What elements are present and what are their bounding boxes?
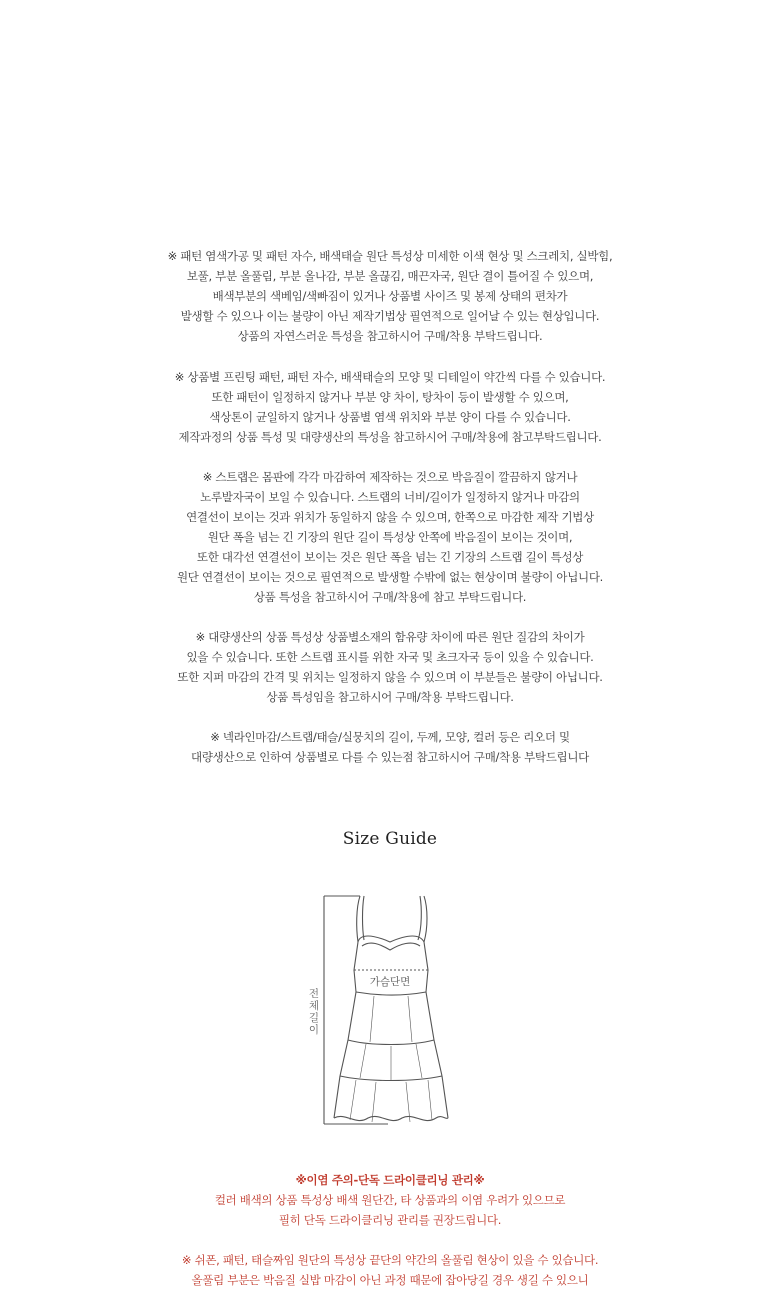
dress-illustration (300, 880, 460, 1140)
notice-line: 상품 특성을 참고하시어 구매/착용에 참고 부탁드립니다. (253, 590, 527, 604)
care-extra-line: 올풀림 부분은 박음질 실밥 마감이 아닌 과정 때문에 잡아당길 경우 생길 수 있으니 (191, 1273, 589, 1287)
right-strap (424, 896, 427, 942)
notice-paragraph-2 (0, 367, 780, 447)
notice-line: 상품 특성임을 참고하시어 구매/착용 부탁드립니다. (266, 690, 514, 704)
left-strap (357, 896, 360, 942)
care-line: 필히 단독 드라이클리닝 관리를 권장드립니다. (278, 1213, 502, 1227)
care-notice (0, 1170, 780, 1230)
size-guide-title: Size Guide (342, 829, 438, 849)
notice-line: 노루발자국이 보일 수 있습니다. 스트랩의 너비/길이가 일정하지 않거나 마감의 (200, 490, 580, 504)
notice-line: 배색부분의 색베임/색빠짐이 있거나 상품별 사이즈 및 봉제 상태의 편차가 (212, 289, 568, 303)
length-label: 전체길이 (308, 988, 320, 1036)
notice-line: 색상톤이 균일하지 않거나 상품별 염색 위치와 부분 양이 다를 수 있습니다. (209, 410, 571, 424)
tier-seam-1 (348, 1040, 434, 1045)
notice-line: ※ 넥라인마감/스트랩/태슬/실뭉치의 길이, 두께, 모양, 컬러 등은 리오더 및 (210, 730, 570, 744)
notice-line: 원단 폭을 넘는 긴 기장의 원단 길이 특성상 안쪽에 박음질이 보이는 것이며, (207, 530, 573, 544)
care-extra-line: ※ 쉬폰, 패턴, 태슬짜임 원단의 특성상 끝단의 약간의 올풀림 현상이 있을 수 있습니다. (181, 1253, 599, 1267)
care-heading: ※이염 주의-단독 드라이클리닝 관리※ (295, 1173, 485, 1187)
notice-line: 있을 수 있습니다. 또한 스트랩 표시를 위한 자국 및 초크자국 등이 있을 수 있습니다. (186, 650, 594, 664)
chest-label: 가슴단면 (364, 974, 416, 989)
notice-line: 보풀, 부분 올풀림, 부분 올나감, 부분 올끊김, 매끈자국, 원단 결이 틀어질 수 있으며, (186, 269, 594, 283)
notice-line: 원단 연결선이 보이는 것으로 필연적으로 발생할 수밖에 없는 현상이며 불량이 아닙니다. (176, 570, 604, 584)
notice-line: 발생할 수 있으나 이는 불량이 아닌 제작기법상 필연적으로 일어날 수 있는 현상입니다. (180, 309, 600, 323)
hem (334, 1116, 448, 1120)
notice-line: ※ 스트랩은 몸판에 각각 마감하여 제작하는 것으로 박음질이 깔끔하지 않거나 (202, 470, 578, 484)
notice-line: 또한 패턴이 일정하지 않거나 부분 양 차이, 탕차이 등이 발생할 수 있으며, (211, 390, 569, 404)
notice-line: ※ 패턴 염색가공 및 패턴 자수, 배색태슬 원단 특성상 미세한 이색 현상 및 스크레치, 실박힘, (167, 249, 613, 263)
notice-line: ※ 대량생산의 상품 특성상 상품별소재의 함유량 차이에 따른 원단 질감의 차이가 (195, 630, 585, 644)
notice-line: 또한 지퍼 마감의 간격 및 위치는 일정하지 않을 수 있으며 이 부분들은 불량이 아닙니다. (177, 670, 603, 684)
notice-line: 연결선이 보이는 것과 위치가 동일하지 않을 수 있으며, 한쪽으로 마감한 제작 기법상 (186, 510, 594, 524)
care-line: 컬러 배색의 상품 특성상 배색 원단간, 타 상품과의 이염 우려가 있으므로 (214, 1193, 566, 1207)
notice-line: ※ 상품별 프린팅 패턴, 패턴 자수, 배색태슬의 모양 및 디테일이 약간씩 다를 수 있습니다. (174, 370, 606, 384)
notice-paragraph-5 (0, 727, 780, 767)
neckline (358, 936, 424, 942)
dress-size-diagram (300, 880, 460, 1140)
notice-line: 대량생산으로 인하여 상품별로 다를 수 있는점 참고하시어 구매/착용 부탁드립니다 (191, 750, 589, 764)
notice-line: 또한 대각선 연결선이 보이는 것은 원단 폭을 넘는 긴 기장의 스트랩 길이 특성상 (196, 550, 584, 564)
notice-paragraph-4 (0, 627, 780, 707)
waist-seam (356, 992, 426, 995)
notice-paragraph-3 (0, 467, 780, 607)
care-extra-notice (0, 1250, 780, 1290)
notice-paragraph-1 (0, 246, 780, 346)
notice-line: 상품의 자연스러운 특성을 참고하시어 구매/착용 부탁드립니다. (237, 329, 543, 343)
notice-line: 제작과정의 상품 특성 및 대량생산의 특성을 참고하시어 구매/착용에 참고부탁드립니다. (178, 430, 602, 444)
